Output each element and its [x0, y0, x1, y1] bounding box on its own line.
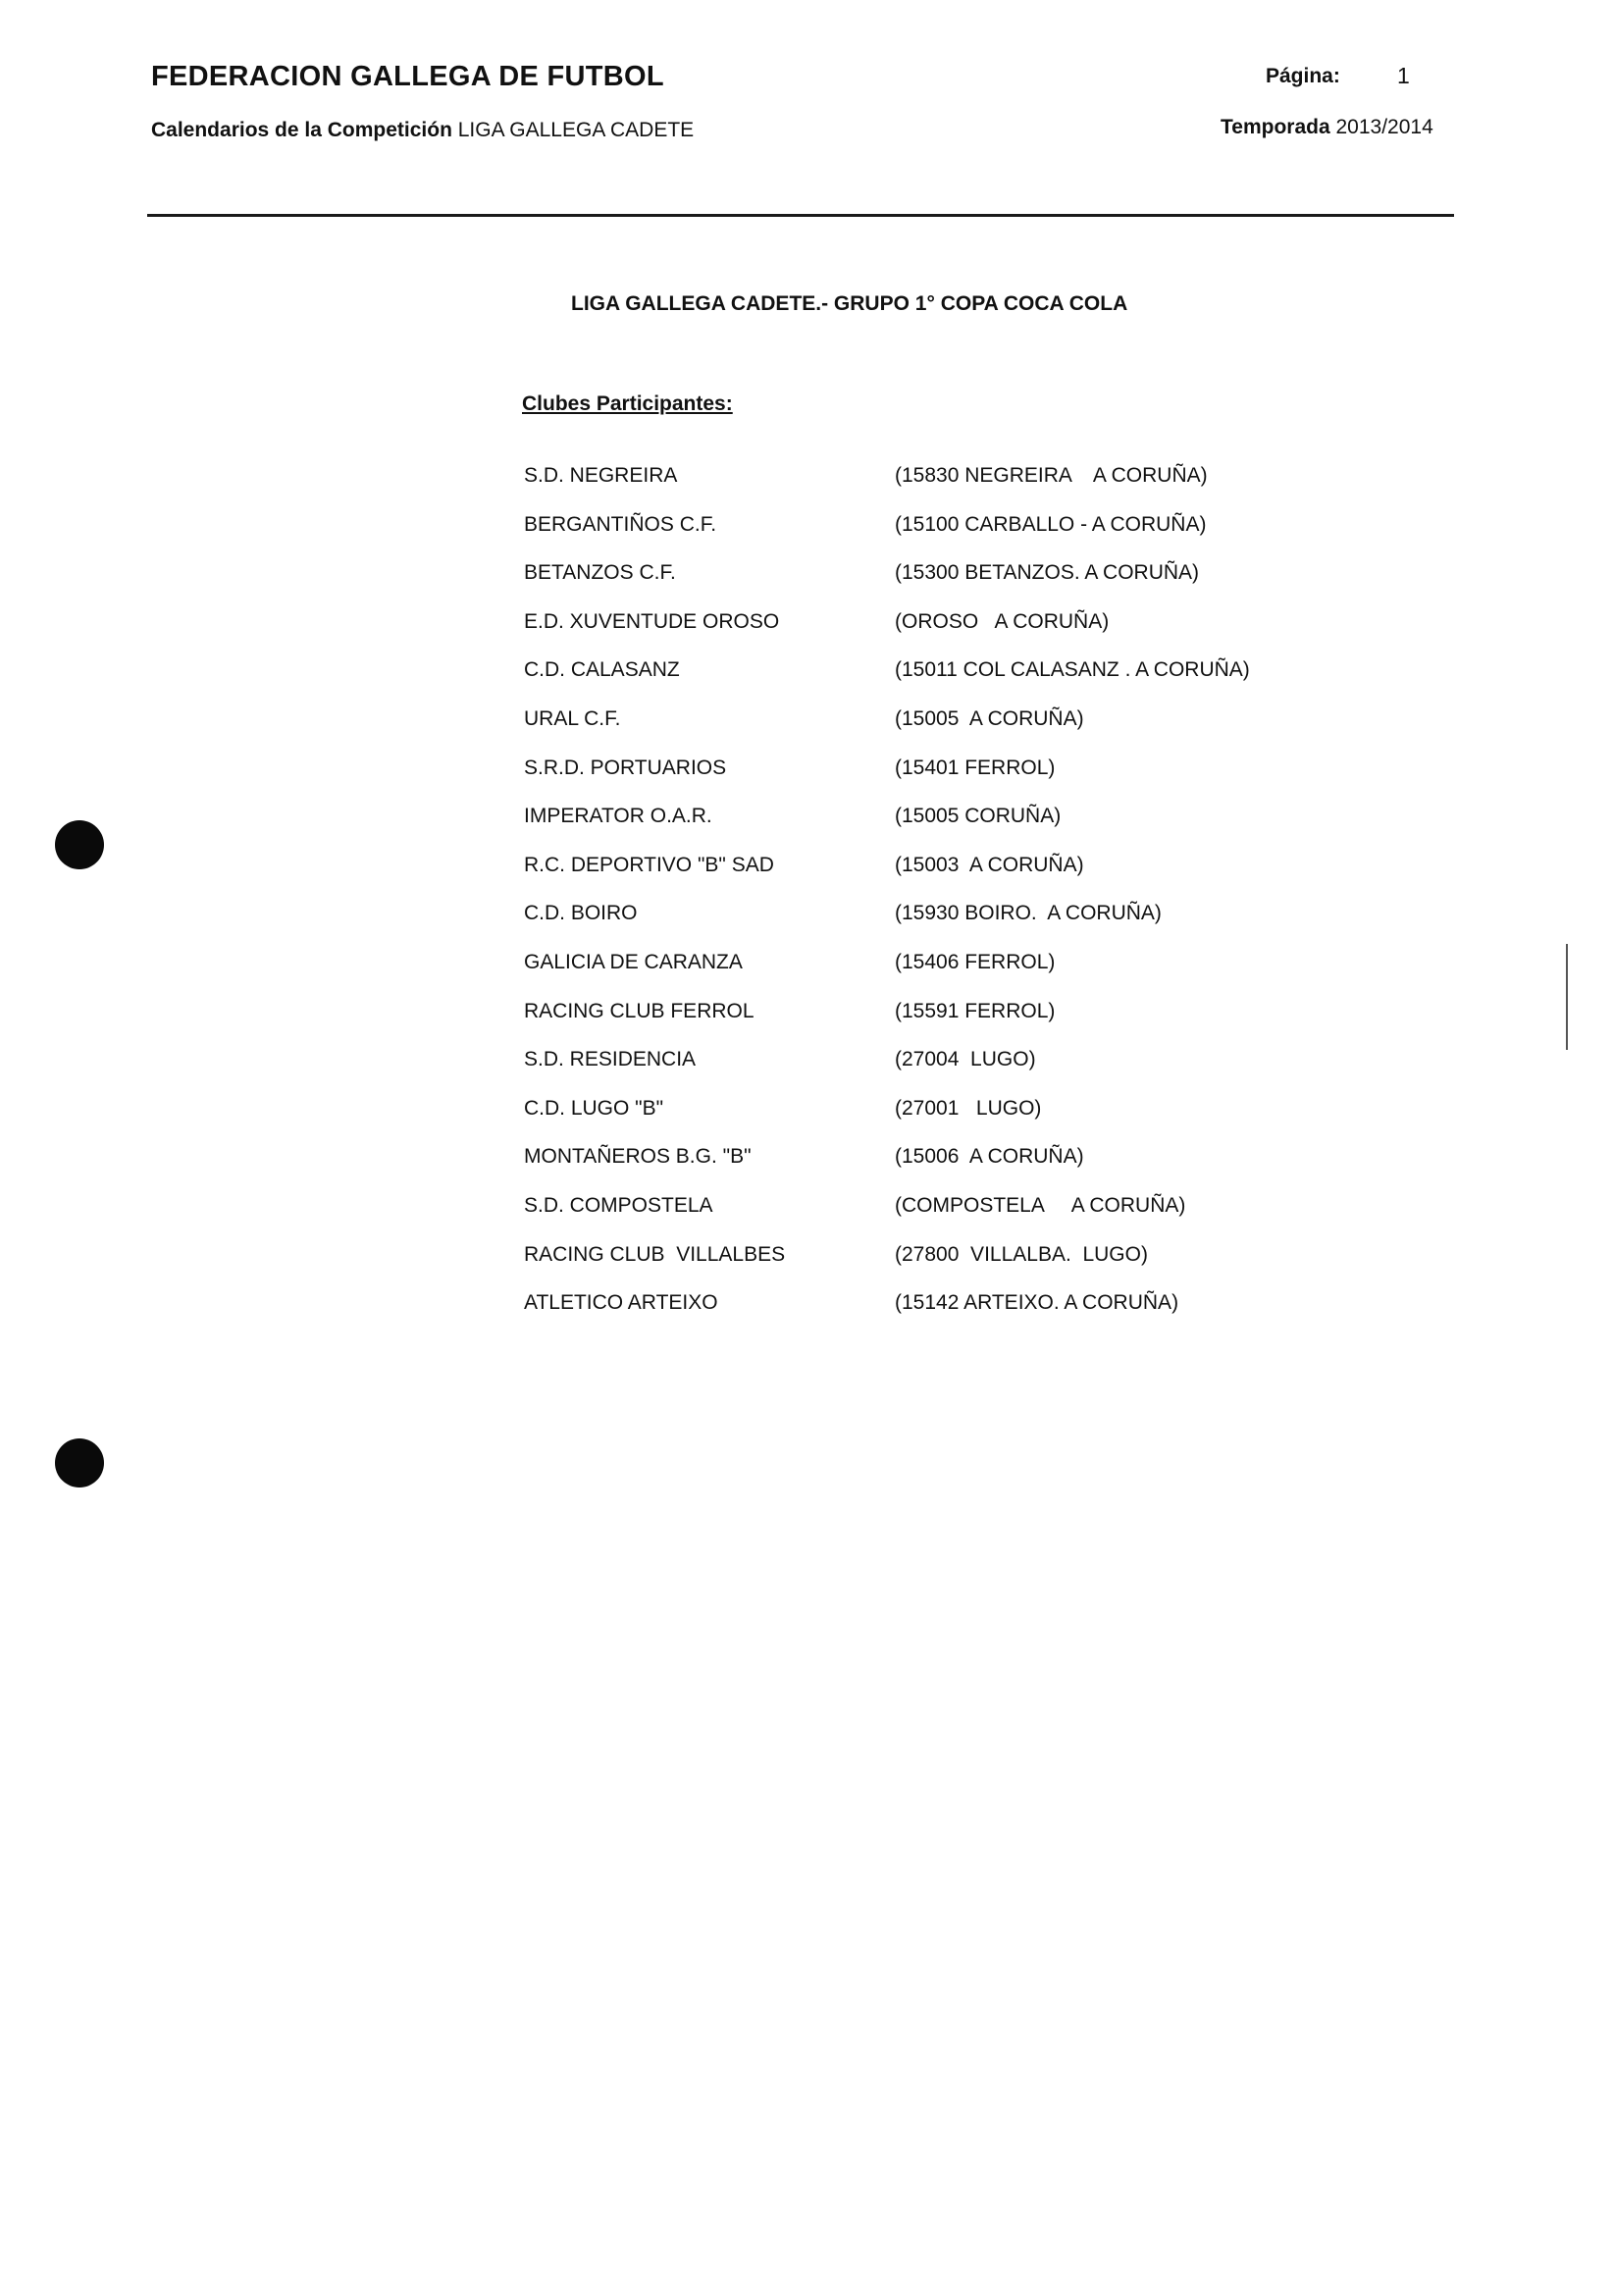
page-label: Página:	[1266, 65, 1340, 87]
club-row	[0, 1145, 1374, 1174]
club-location: (15006 A CORUÑA)	[895, 1145, 1084, 1169]
club-name: C.D. CALASANZ	[524, 658, 680, 682]
club-location: (15100 CARBALLO - A CORUÑA)	[895, 512, 1207, 536]
club-name: IMPERATOR O.A.R.	[524, 805, 712, 828]
club-row	[0, 757, 1374, 786]
header-divider	[147, 214, 1454, 217]
club-name: RACING CLUB VILLALBES	[524, 1242, 786, 1266]
club-location: (15142 ARTEIXO. A CORUÑA)	[895, 1291, 1179, 1315]
club-name: S.D. RESIDENCIA	[524, 1048, 697, 1071]
club-name: S.D. NEGREIRA	[524, 464, 678, 487]
season-label: Temporada	[1221, 116, 1330, 138]
club-location: (27001 LUGO)	[895, 1096, 1042, 1120]
club-row	[0, 610, 1374, 640]
season-value: 2013/2014	[1335, 116, 1433, 138]
club-location: (15406 FERROL)	[895, 951, 1056, 973]
club-name: MONTAÑEROS B.G. "B"	[524, 1145, 752, 1169]
club-location: (27800 VILLALBA. LUGO)	[895, 1242, 1148, 1266]
club-location: (15003 A CORUÑA)	[895, 853, 1084, 876]
club-location: (15005 A CORUÑA)	[895, 707, 1084, 730]
club-name: BERGANTIÑOS C.F.	[524, 512, 717, 536]
club-name: R.C. DEPORTIVO "B" SAD	[524, 853, 774, 876]
club-name: ATLETICO ARTEIXO	[524, 1291, 718, 1315]
club-name: S.D. COMPOSTELA	[524, 1194, 713, 1217]
club-location: (27004 LUGO)	[895, 1048, 1036, 1071]
club-row	[0, 1048, 1374, 1077]
club-row	[0, 707, 1374, 737]
club-name: GALICIA DE CARANZA	[524, 951, 743, 973]
scan-mark	[1566, 944, 1568, 1050]
club-location: (15401 FERROL)	[895, 756, 1056, 779]
club-name: C.D. BOIRO	[524, 902, 638, 925]
club-row	[0, 1194, 1374, 1224]
clubs-heading: Clubes Participantes:	[522, 392, 733, 415]
club-row	[0, 902, 1374, 931]
org-title: FEDERACION GALLEGA DE FUTBOL	[151, 61, 664, 92]
page-number: 1	[1397, 63, 1410, 88]
club-location: (15930 BOIRO. A CORUÑA)	[895, 902, 1162, 925]
club-name: URAL C.F.	[524, 707, 621, 730]
club-name: BETANZOS C.F.	[524, 561, 676, 585]
club-row	[0, 1243, 1374, 1273]
club-row	[0, 464, 1374, 494]
club-name: RACING CLUB FERROL	[524, 999, 754, 1022]
club-location: (15300 BETANZOS. A CORUÑA)	[895, 561, 1200, 585]
subtitle-value: LIGA GALLEGA CADETE	[457, 119, 695, 141]
club-row	[0, 1000, 1374, 1029]
club-name: C.D. LUGO "B"	[524, 1096, 664, 1120]
club-row	[0, 1097, 1374, 1126]
club-row	[0, 805, 1374, 834]
punch-hole-top	[55, 820, 104, 869]
season	[1221, 116, 1433, 139]
club-location: (OROSO A CORUÑA)	[895, 609, 1110, 633]
competition-subtitle	[151, 119, 694, 142]
club-row	[0, 951, 1374, 980]
club-row	[0, 1291, 1374, 1321]
club-location: (COMPOSTELA A CORUÑA)	[895, 1194, 1186, 1217]
group-title: LIGA GALLEGA CADETE.- GRUPO 1° COPA COCA COLA	[571, 292, 1128, 315]
club-row	[0, 561, 1374, 591]
club-row	[0, 658, 1374, 688]
subtitle-label: Calendarios de la Competición	[151, 119, 452, 141]
club-row	[0, 513, 1374, 543]
punch-hole-bottom	[55, 1438, 104, 1487]
club-location: (15011 COL CALASANZ . A CORUÑA)	[895, 658, 1250, 682]
club-name: S.R.D. PORTUARIOS	[524, 756, 727, 779]
club-name: E.D. XUVENTUDE OROSO	[524, 609, 780, 633]
club-location: (15830 NEGREIRA A CORUÑA)	[895, 464, 1208, 487]
club-location: (15591 FERROL)	[895, 999, 1056, 1022]
club-location: (15005 CORUÑA)	[895, 805, 1062, 828]
club-row	[0, 854, 1374, 883]
